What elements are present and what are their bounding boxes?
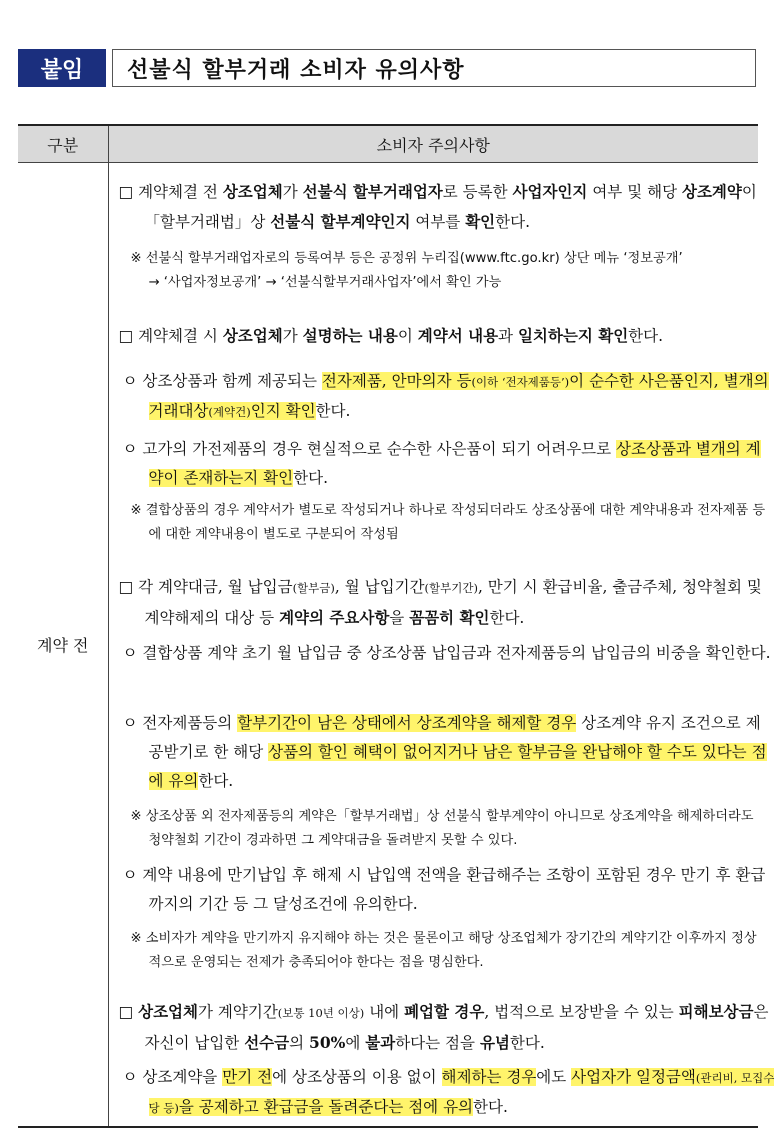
- item-payment-ratio: ㅇ 결합상품 계약 초기 월 납입금 중 상조상품 납입금과 전자제품등의 납입금의 비중을 확인한다.: [122, 644, 771, 662]
- item-gift-check: ㅇ 상조상품과 함께 제공되는 전자제품, 안마의자 등(이하 ‘전자제품등’)이 순수한 사은품인지, 별개의 거래대상(계약건)인지 확인한다.: [122, 372, 769, 420]
- column-header-category: 구분: [18, 125, 108, 163]
- note-bundle-contract: ※ 결합상품의 경우 계약서가 별도로 작성되거나 하나로 작성되더라도 상조상품에 대한 계약내용과 전자제품 등에 대한 계약내용이 별도로 구분되어 작성됨: [130, 503, 766, 542]
- item-check-registration: □ 계약체결 전 상조업체가 선불식 할부거래업자로 등록한 사업자인지 여부 및 해당 상조계약이「할부거래법」상 선불식 할부계약인지 여부를 확인한다.: [118, 182, 757, 231]
- note-registration-lookup: ※ 선불식 할부거래업자로의 등록여부 등은 공정위 누리집(www.ftc.go.kr) 상단 메뉴 ‘정보공개’ → ‘사업자정보공개’ → ‘선불식할부거래사업자’에서 확인 가능: [130, 251, 683, 290]
- item-appliance-check: ㅇ 고가의 가전제품의 경우 현실적으로 순수한 사은품이 되기 어려우므로 상조상품과 별개의 계약이 존재하는지 확인한다.: [122, 440, 761, 487]
- attachment-tag: 붙임: [18, 49, 106, 87]
- notes-cell: [108, 163, 775, 1128]
- item-early-termination: ㅇ 상조계약을 만기 전에 상조상품의 이용 없이 해제하는 경우에도 사업자가 일정금액(관리비, 모집수당 등)을 공제하고 환급금을 돌려준다는 점에 유의한다.: [122, 1068, 775, 1116]
- note-electronics-contract: ※ 상조상품 외 전자제품등의 계약은「할부거래법」상 선불식 할부계약이 아니므로 상조계약을 해제하더라도 청약철회 기간이 경과하면 그 계약대금을 돌려받지 못할 수 있다.: [130, 809, 754, 848]
- page-title: 선불식 할부거래 소비자 유의사항: [127, 57, 465, 83]
- section-label: 계약 전: [18, 163, 108, 1128]
- item-check-explanation: □ 계약체결 시 상조업체가 설명하는 내용이 계약서 내용과 일치하는지 확인한다.: [118, 326, 664, 345]
- item-closure-compensation: □ 상조업체가 계약기간(보통 10년 이상) 내에 폐업할 경우, 법적으로 보장받을 수 있는 피해보상금은 자신이 납입한 선수금의 50%에 불과하다는 점을 유념한다.: [118, 1002, 769, 1052]
- item-maturity-refund: ㅇ 계약 내용에 만기납입 후 해제 시 납입액 전액을 환급해주는 조항이 포함된 경우 만기 후 환급까지의 기간 등 그 달성조건에 유의한다.: [122, 866, 766, 913]
- item-cancellation-warning: ㅇ 전자제품등의 할부기간이 남은 상태에서 상조계약을 해제할 경우 상조계약 유지 조건으로 제공받기로 한 해당 상품의 할인 혜택이 없어지거나 남은 할부금을 완납해야 할 수도 있다는 점에 유의한다.: [122, 714, 767, 790]
- guidance-table: [18, 124, 775, 1128]
- column-header-notes: 소비자 주의사항: [108, 125, 758, 163]
- note-company-continuity: ※ 소비자가 계약을 만기까지 유지해야 하는 것은 물론이고 해당 상조업체가 장기간의 계약기간 이후까지 정상적으로 운영되는 전제가 충족되어야 한다는 점을 명심한다.: [130, 931, 757, 970]
- document-header: [18, 48, 758, 90]
- title-box: [112, 49, 756, 87]
- item-check-key-terms: □ 각 계약대금, 월 납입금(할부금), 월 납입기간(할부기간), 만기 시 환급비율, 출금주체, 청약철회 및 계약해제의 대상 등 계약의 주요사항을 꼼꼼히 확인한다.: [118, 578, 762, 627]
